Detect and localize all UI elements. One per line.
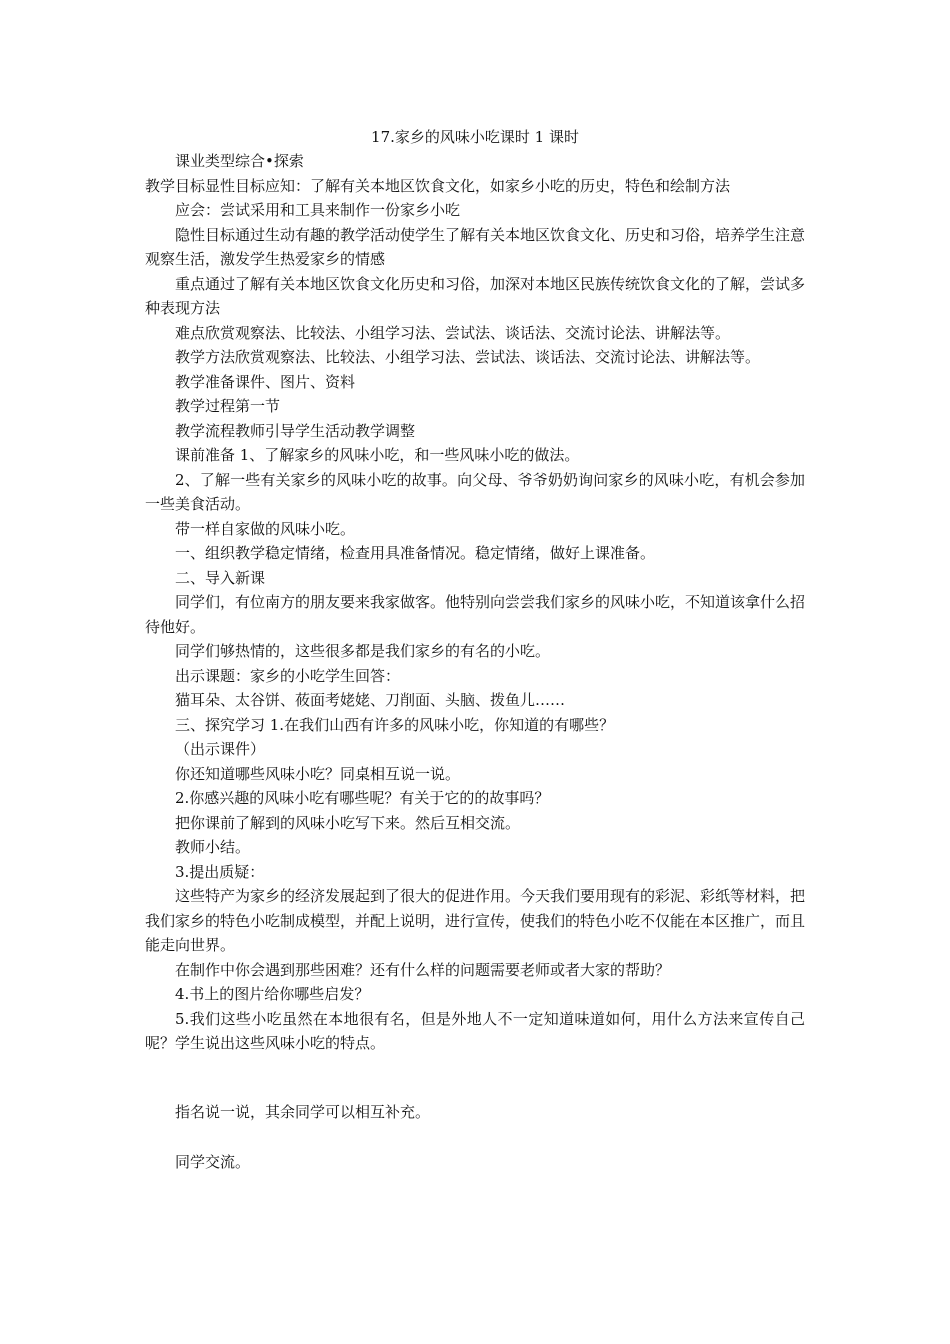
spacer: [145, 1056, 805, 1100]
paragraph-question-heading: 3.提出质疑：: [175, 862, 265, 881]
paragraph-introduce: 二、导入新课: [175, 568, 266, 587]
paragraph-call-on: 指名说一说，其余同学可以相互补充。: [175, 1102, 431, 1121]
paragraph-flow: 教学流程教师引导学生活动教学调整: [175, 421, 416, 440]
paragraph-pre-class-2: 2、了解一些有关家乡的风味小吃的故事。向父母、爷爷奶奶询问家乡的风味小吃，有机会参加一些美食活动。: [145, 470, 805, 513]
paragraph-explore-2: 2.你感兴趣的风味小吃有哪些呢？有关于它的的故事吗？: [175, 789, 550, 807]
document-title: 17.家乡的风味小吃课时 1 课时: [371, 128, 579, 146]
paragraph-show-courseware: （出示课件）: [175, 740, 266, 758]
paragraph-show-topic: 出示课题：家乡的小吃学生回答：: [175, 666, 401, 685]
spacer: [145, 1124, 805, 1150]
paragraph-promote: 5.我们这些小吃虽然在本地很有名，但是外地人不一定知道味道如何，用什么方法来宣传自己呢？学生说出这些风味小吃的特点。: [145, 1009, 805, 1052]
paragraph-exchange: 同学交流。: [175, 1153, 251, 1171]
paragraph-write-down: 把你课前了解到的风味小吃写下来。然后互相交流。: [175, 813, 521, 832]
paragraph-lesson-type: 课业类型综合•探索: [175, 152, 304, 170]
paragraph-scenario: 同学们，有位南方的朋友要来我家做客。他特别向尝尝我们家乡的风味小吃，不知道该拿什么招待他好。: [145, 593, 806, 636]
paragraph-process: 教学过程第一节: [175, 397, 281, 415]
paragraph-difficulties: 在制作中你会遇到那些困难？还有什么样的问题需要老师或者大家的帮助？: [175, 960, 671, 979]
paragraph-discuss: 你还知道哪些风味小吃？同桌相互说一说。: [175, 764, 461, 783]
paragraph-difficulty: 难点欣赏观察法、比较法、小组学习法、尝试法、谈话法、交流讨论法、讲解法等。: [175, 323, 731, 342]
paragraph-explore-1: 三、探究学习 1.在我们山西有许多的风味小吃，你知道的有哪些？: [175, 715, 615, 734]
paragraph-bring-snack: 带一样自家做的风味小吃。: [175, 519, 356, 538]
paragraph-explicit-goal: 教学目标显性目标应知：了解有关本地区饮食文化，如家乡小吃的历史，特色和绘制方法: [145, 176, 731, 195]
paragraph-skill-goal: 应会：尝试采用和工具来制作一份家乡小吃: [175, 201, 461, 219]
paragraph-key-point: 重点通过了解有关本地区饮食文化历史和习俗，加深对本地区民族传统饮食文化的了解，尝试多种表现方法: [145, 274, 806, 317]
paragraph-implicit-goal: 隐性目标通过生动有趣的教学活动使学生了解有关本地区饮食文化、历史和习俗，培养学生注意观察生活，激发学生热爱家乡的情感: [145, 225, 806, 268]
paragraph-book-pictures: 4.书上的图片给你哪些启发？: [175, 985, 370, 1003]
document-body: [145, 149, 805, 1175]
paragraph-preparation: 教学准备课件、图片、资料: [175, 372, 356, 391]
paragraph-pre-class-1: 课前准备 1、了解家乡的风味小吃，和一些风味小吃的做法。: [175, 446, 580, 464]
paragraph-snack-list: 猫耳朵、太谷饼、莜面考姥姥、刀削面、头脑、拨鱼儿……: [175, 691, 566, 709]
paragraph-organize: 一、组织教学稳定情绪，检查用具准备情况。稳定情绪，做好上课准备。: [175, 544, 656, 562]
paragraph-teaching-methods: 教学方法欣赏观察法、比较法、小组学习法、尝试法、谈话法、交流讨论法、讲解法等。: [175, 348, 761, 366]
paragraph-teacher-summary: 教师小结。: [175, 838, 251, 856]
paragraph-enthusiasm: 同学们够热情的，这些很多都是我们家乡的有名的小吃。: [175, 642, 551, 660]
paragraph-specialties: 这些特产为家乡的经济发展起到了很大的促进作用。今天我们要用现有的彩泥、彩纸等材料，把我们家乡的特色小吃制成模型，并配上说明，进行宣传，使我们的特色小吃不仅能在本区推广，而且能走向世界。: [145, 887, 806, 954]
